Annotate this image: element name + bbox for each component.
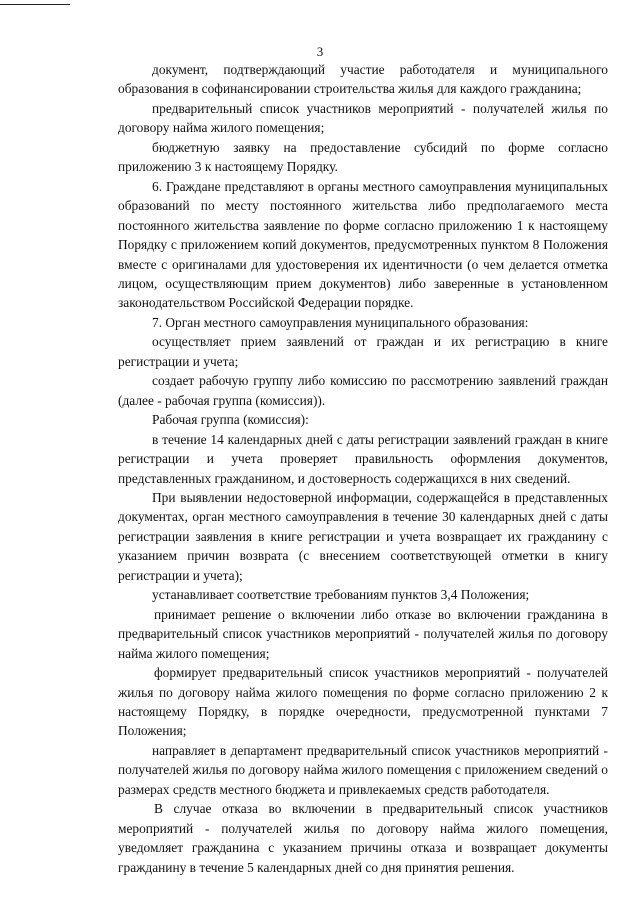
paragraph-9: в течение 14 календарных дней с даты регистрации заявлений граждан в книге регистрации и учета проверяет правильность оформления документов, представленных гражданином, и достоверность содержащихся в них сведений.: [118, 431, 608, 486]
paragraph-13: формирует предварительный список участников мероприятий - получателей жилья по договору найма жилого помещения по форме согласно приложению 2 к настоящему Порядку, в порядке очередности, предусмотренной пунктами 7 Положения;: [118, 665, 608, 739]
paragraph-4: 6. Граждане представляют в органы местного самоуправления муниципальных образований по месту постоянного жительства либо предполагаемого места постоянного жительства заявление по форме согласно приложению 1 к настоящему Порядку с приложением копий документов, предусмотренных пунктом 8 Положения вместе с оригиналами для удостоверения их идентичности (о чем делается отметка лицом, осуществляющим прием документов) либо заверенные в установленном законодательством Российской Федерации порядке.: [118, 178, 608, 311]
document-body: [118, 60, 608, 877]
page-number: 3: [316, 44, 324, 59]
paragraph-8: Рабочая группа (комиссия):: [152, 412, 309, 428]
top-left-rule: [0, 4, 70, 5]
paragraph-5: 7. Орган местного самоуправления муниципального образования:: [152, 314, 529, 330]
paragraph-12: принимает решение о включении либо отказе во включении гражданина в предварительный список участников мероприятий - получателей жилья по договору найма жилого помещения;: [118, 606, 608, 661]
paragraph-3: бюджетную заявку на предоставление субсидий по форме согласно приложению 3 к настоящему Порядку.: [118, 139, 608, 175]
paragraph-1: документ, подтверждающий участие работодателя и муниципального образования в софинансировании строительства жилья для каждого гражданина;: [118, 62, 608, 97]
paragraph-11: устанавливает соответствие требованиям пунктов 3,4 Положения;: [152, 587, 530, 603]
paragraph-6: осуществляет прием заявлений от граждан и их регистрацию в книге регистрации и учета;: [118, 334, 608, 369]
paragraph-15: В случае отказа во включении в предварительный список участников мероприятий - получателей жилья по договору найма жилого помещения, уведомляет гражданина с указанием причины отказа и возвращает документы гражданину в течение 5 календарных дней со дня принятия решения.: [118, 801, 608, 875]
paragraph-7: создает рабочую группу либо комиссию по рассмотрению заявлений граждан (далее - рабочая группа (комиссия)).: [118, 373, 608, 408]
paragraph-10: При выявлении недостоверной информации, содержащейся в представленных документах, орган местного самоуправления в течение 30 календарных дней с даты регистрации заявления в книге регистрации и учета возвращает их гражданину с указанием причин возврата (с внесением соответствующей отметки в книгу регистрации и учета);: [118, 489, 608, 583]
paragraph-14: направляет в департамент предварительный список участников мероприятий - получателей жилья по договору найма жилого помещения с приложением сведений о размерах средств местного бюджета и привлекаемых средств работодателя.: [118, 742, 608, 797]
paragraph-2: предварительный список участников мероприятий - получателей жилья по договору найма жилого помещения;: [118, 100, 608, 136]
